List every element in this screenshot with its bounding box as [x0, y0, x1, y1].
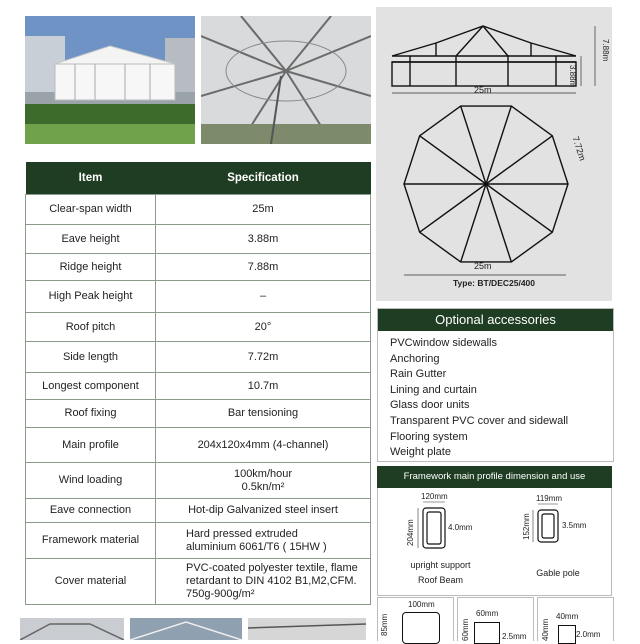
- item-cell: Framework material: [26, 523, 156, 559]
- profile-small-1: [377, 597, 454, 641]
- item-cell: Eave connection: [26, 499, 156, 523]
- value-line: PVC-coated polyester textile, flame: [186, 562, 358, 574]
- table-row: [26, 195, 371, 225]
- value-line: 100km/hour: [233, 467, 293, 480]
- profile-small-2-width: 60mm: [476, 609, 499, 618]
- technical-drawing-panel: [376, 7, 612, 301]
- bottom-photo-3: [248, 618, 366, 640]
- plan-rafter: [486, 184, 552, 232]
- table-row: [26, 400, 371, 428]
- item-cell: Roof pitch: [26, 313, 156, 342]
- profile2-height: 152mm: [522, 513, 531, 540]
- value-line: 0.5kn/m²: [241, 480, 285, 493]
- table-row: [26, 281, 371, 313]
- accessories-list: [378, 331, 613, 466]
- value-cell: [156, 463, 371, 499]
- value-cell: 3.88m: [156, 225, 371, 254]
- profile-small-3-width: 40mm: [556, 612, 579, 621]
- profile-small-2-thickness: 2.5mm: [502, 632, 527, 641]
- dim-eave-height: 3.88m: [568, 65, 577, 88]
- list-item: Transparent PVC cover and sidewall: [390, 414, 569, 427]
- plan-rafter: [420, 136, 486, 184]
- optional-accessories-panel: [377, 308, 614, 462]
- item-cell: Longest component: [26, 373, 156, 400]
- table-row: [26, 254, 371, 281]
- table-row: [26, 342, 371, 373]
- value-cell: [156, 559, 371, 605]
- profile-small-2: [457, 597, 534, 641]
- item-cell: High Peak height: [26, 281, 156, 313]
- value-cell: 25m: [156, 195, 371, 225]
- plan-rafter: [420, 184, 486, 232]
- list-item: Flooring system: [390, 430, 468, 443]
- plan-rafter: [486, 184, 511, 262]
- tent-exterior-photo: [25, 16, 195, 144]
- item-cell: Eave height: [26, 225, 156, 254]
- value-line: aluminium 6061/T6 ( 15HW ): [186, 540, 327, 553]
- plan-rafter: [486, 106, 511, 184]
- value-cell: –: [156, 281, 371, 313]
- small-profiles-row: [377, 597, 612, 640]
- profile2-thickness: 3.5mm: [562, 521, 587, 530]
- value-line: Hard pressed extruded: [186, 527, 298, 540]
- profile-small-2-shape: [474, 622, 500, 644]
- framework-title: Framework main profile dimension and use: [377, 466, 612, 488]
- list-item: Lining and curtain: [390, 383, 477, 396]
- profile1-thickness: 4.0mm: [448, 523, 473, 532]
- item-cell: Roof fixing: [26, 400, 156, 428]
- plan-rafter: [486, 136, 552, 184]
- value-cell: [156, 523, 371, 559]
- value-cell: Bar tensioning: [156, 400, 371, 428]
- accessories-title: Optional accessories: [378, 309, 613, 331]
- bottom-photo-2: [130, 618, 242, 640]
- profile1-width: 120mm: [421, 492, 448, 501]
- item-cell: Side length: [26, 342, 156, 373]
- profile-small-3-thickness: 2.0mm: [576, 630, 601, 639]
- list-item: Glass door units: [390, 399, 470, 412]
- value-line: 750g-900g/m²: [186, 588, 255, 600]
- tent-type-label: Type: BT/DEC25/400: [452, 278, 536, 288]
- profile2-width: 119mm: [536, 494, 563, 503]
- table-row: [26, 523, 371, 559]
- list-item: Weight plate: [390, 446, 451, 459]
- tent-interior-photo: [201, 16, 371, 144]
- header-specification: Specification: [156, 162, 371, 195]
- table-row: [26, 499, 371, 523]
- profile-small-1-shape: [402, 612, 440, 644]
- table-row: [26, 225, 371, 254]
- table-row: [26, 463, 371, 499]
- profile1-height: 204mm: [406, 519, 415, 546]
- profile-small-3: [537, 597, 614, 641]
- profile-small-1-width: 100mm: [408, 600, 435, 609]
- plan-rafter: [461, 184, 486, 262]
- dim-plan-side: 7.72m: [570, 135, 588, 162]
- table-row: [26, 373, 371, 400]
- value-cell: Hot-dip Galvanized steel insert: [156, 499, 371, 523]
- value-cell: 10.7m: [156, 373, 371, 400]
- profile-small-3-height: 40mm: [541, 618, 550, 641]
- profile1-caption2: Roof Beam: [417, 575, 464, 585]
- list-item: PVCwindow sidewalls: [390, 337, 497, 349]
- dim-ridge-height: 7.88m: [601, 39, 610, 62]
- plan-rafter: [461, 106, 486, 184]
- value-cell: 7.72m: [156, 342, 371, 373]
- profile2-caption: Gable pole: [536, 568, 580, 578]
- table-row: [26, 559, 371, 605]
- value-cell: 204x120x4mm (4-channel): [156, 428, 371, 463]
- item-cell: Clear-span width: [26, 195, 156, 225]
- table-row: [26, 428, 371, 463]
- profile-small-2-height: 60mm: [461, 618, 470, 641]
- header-item: Item: [26, 162, 156, 195]
- dim-plan-width: 25m: [474, 261, 492, 271]
- dim-side-width: 25m: [474, 85, 492, 95]
- item-cell: Main profile: [26, 428, 156, 463]
- list-item: Anchoring: [390, 352, 440, 365]
- bottom-photo-1: [20, 618, 124, 640]
- profile1-caption: upright support: [410, 560, 471, 570]
- value-cell: 7.88m: [156, 254, 371, 281]
- profile-small-3-shape: [558, 625, 576, 644]
- table-row: [26, 313, 371, 342]
- value-line: retardant to DIN 4102 B1,M2,CFM.: [186, 575, 357, 587]
- framework-diagrams: [377, 488, 612, 596]
- value-cell: 20°: [156, 313, 371, 342]
- list-item: Rain Gutter: [390, 368, 447, 381]
- framework-profile-panel: [377, 466, 612, 596]
- item-cell: Wind loading: [26, 463, 156, 499]
- specification-table: [25, 162, 371, 605]
- profile-small-1-height: 85mm: [380, 613, 389, 636]
- item-cell: Cover material: [26, 559, 156, 605]
- item-cell: Ridge height: [26, 254, 156, 281]
